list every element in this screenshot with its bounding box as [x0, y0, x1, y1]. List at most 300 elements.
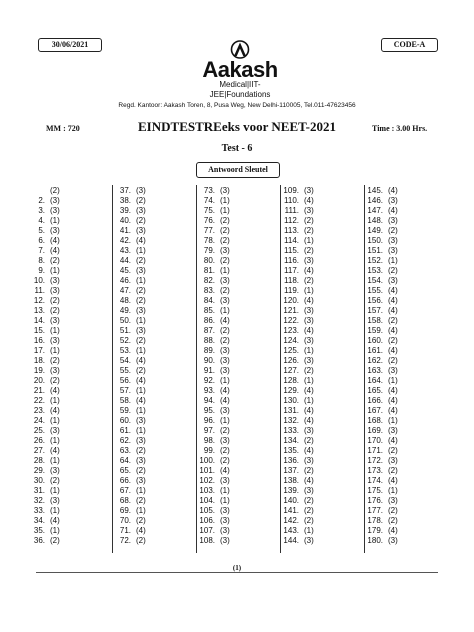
answer-row — [113, 346, 146, 356]
question-number: 39. — [119, 206, 131, 215]
question-number: 41. — [119, 226, 131, 235]
answer-row — [197, 516, 230, 526]
answer-row — [113, 326, 146, 336]
answer-option: (3) — [136, 306, 146, 315]
answer-option: (1) — [136, 316, 146, 325]
answer-option: (4) — [304, 326, 314, 335]
question-number: 71. — [119, 526, 131, 535]
answer-row — [30, 256, 60, 266]
answer-row — [365, 526, 398, 536]
question-number: 149. — [367, 226, 383, 235]
question-number: 180. — [367, 536, 383, 545]
answer-row — [30, 516, 60, 526]
question-number: 126. — [283, 356, 299, 365]
question-number: 178. — [367, 516, 383, 525]
answer-option: (2) — [136, 296, 146, 305]
answer-row — [197, 316, 230, 326]
question-number: 60. — [119, 416, 131, 425]
question-number: 67. — [119, 486, 131, 495]
answer-option: (4) — [136, 526, 146, 535]
answer-option: (1) — [220, 206, 230, 215]
answer-option: (4) — [50, 446, 60, 455]
question-number: 43. — [119, 246, 131, 255]
answer-option: (2) — [136, 196, 146, 205]
answer-row — [197, 456, 230, 466]
answer-row — [197, 296, 230, 306]
question-number: 169. — [367, 426, 383, 435]
question-number: 105. — [199, 506, 215, 515]
question-number: 48. — [119, 296, 131, 305]
answer-option: (3) — [304, 426, 314, 435]
answer-option: (1) — [50, 526, 60, 535]
answer-row — [197, 226, 230, 236]
answer-option: (2) — [50, 256, 60, 265]
answer-row — [281, 476, 314, 486]
answer-row — [281, 336, 314, 346]
answer-row — [365, 486, 398, 496]
answer-row — [281, 256, 314, 266]
footer-rule — [36, 572, 438, 573]
question-number: 157. — [367, 306, 383, 315]
answer-option: (4) — [304, 476, 314, 485]
answer-option: (4) — [50, 386, 60, 395]
answer-option: (2) — [136, 216, 146, 225]
question-number: 123. — [283, 326, 299, 335]
answer-option: (4) — [388, 396, 398, 405]
answer-option: (1) — [388, 486, 398, 495]
answer-option: (3) — [388, 236, 398, 245]
answer-row — [197, 206, 230, 216]
answer-option: (3) — [50, 226, 60, 235]
answer-row — [113, 536, 146, 546]
answer-row — [113, 216, 146, 226]
answer-row — [281, 456, 314, 466]
answer-row — [281, 396, 314, 406]
answer-row — [281, 226, 314, 236]
answer-option: (1) — [220, 376, 230, 385]
answer-option: (2) — [388, 336, 398, 345]
question-number: 16. — [33, 336, 45, 345]
question-number: 171. — [367, 446, 383, 455]
answer-row — [365, 396, 398, 406]
answer-row — [30, 466, 60, 476]
answer-option: (2) — [220, 236, 230, 245]
question-number: 94. — [203, 396, 215, 405]
answer-row — [365, 406, 398, 416]
answer-option: (2) — [388, 226, 398, 235]
question-number: 115. — [284, 246, 299, 255]
question-number: 129. — [283, 386, 299, 395]
answer-option: (2) — [136, 256, 146, 265]
question-number: 19. — [33, 366, 45, 375]
answer-row — [30, 196, 60, 206]
answer-row — [365, 306, 398, 316]
max-marks: MM : 720 — [46, 124, 80, 133]
answer-option: (1) — [136, 426, 146, 435]
question-number: 3. — [38, 206, 45, 215]
answer-option: (2) — [136, 286, 146, 295]
question-number: 95. — [203, 406, 215, 415]
answer-option: (3) — [50, 496, 60, 505]
answer-row — [365, 356, 398, 366]
question-number: 139. — [283, 486, 299, 495]
answer-row — [281, 296, 314, 306]
question-number: 172. — [367, 456, 383, 465]
answer-option: (3) — [304, 486, 314, 495]
answer-row — [281, 376, 314, 386]
question-number: 17. — [33, 346, 45, 355]
answer-option: (4) — [304, 416, 314, 425]
answer-row — [30, 296, 60, 306]
answer-option: (2) — [220, 456, 230, 465]
question-number: 61. — [119, 426, 131, 435]
answer-row — [30, 286, 60, 296]
question-number: 161. — [367, 346, 383, 355]
question-number: 91. — [203, 366, 215, 375]
answer-row — [30, 346, 60, 356]
answer-row — [281, 266, 314, 276]
question-number: 101. — [199, 466, 215, 475]
question-number: 109. — [283, 186, 299, 195]
answer-row — [197, 336, 230, 346]
question-number: 55. — [119, 366, 131, 375]
answer-option: (2) — [388, 446, 398, 455]
question-number: 66. — [119, 476, 131, 485]
answer-row — [113, 376, 146, 386]
answer-option: (3) — [220, 516, 230, 525]
answer-row — [281, 236, 314, 246]
answer-row — [113, 526, 146, 536]
brand-tagline: Medical|IIT-JEE|Foundations — [209, 80, 271, 99]
answer-option: (3) — [50, 466, 60, 475]
question-number: 57. — [119, 386, 131, 395]
question-number: 63. — [119, 446, 131, 455]
answer-column-1 — [30, 186, 60, 546]
answer-option: (1) — [304, 236, 314, 245]
answer-row — [30, 496, 60, 506]
answer-row — [281, 436, 314, 446]
answer-row — [365, 516, 398, 526]
question-number: 147. — [367, 206, 383, 215]
answer-row — [365, 236, 398, 246]
answer-option: (4) — [136, 376, 146, 385]
answer-row — [30, 316, 60, 326]
answer-option: (1) — [50, 266, 60, 275]
answer-row — [30, 306, 60, 316]
answer-row — [197, 406, 230, 416]
answer-row — [113, 446, 146, 456]
answer-option: (1) — [50, 486, 60, 495]
answer-row — [113, 186, 146, 196]
question-number: 96. — [203, 416, 215, 425]
answer-row — [365, 296, 398, 306]
question-number: 131. — [283, 406, 299, 415]
answer-row — [113, 266, 146, 276]
question-number: 145. — [367, 186, 383, 195]
answer-option: (1) — [388, 376, 398, 385]
question-number: 134. — [283, 436, 299, 445]
question-number: 100. — [199, 456, 215, 465]
answer-option: (3) — [304, 306, 314, 315]
answer-row — [197, 536, 230, 546]
answer-option: (2) — [304, 496, 314, 505]
answer-option: (4) — [388, 406, 398, 415]
question-number: 26. — [33, 436, 45, 445]
answer-row — [113, 196, 146, 206]
answer-option: (1) — [136, 276, 146, 285]
answer-row — [197, 486, 230, 496]
question-number: 24. — [33, 416, 45, 425]
answer-row — [197, 396, 230, 406]
answer-row — [30, 356, 60, 366]
answer-option: (3) — [388, 456, 398, 465]
answer-row — [197, 196, 230, 206]
question-number: 116. — [284, 256, 299, 265]
answer-row — [30, 436, 60, 446]
answer-row — [30, 236, 60, 246]
answer-row — [113, 416, 146, 426]
answer-option: (4) — [50, 406, 60, 415]
answer-option: (1) — [136, 506, 146, 515]
answer-row — [365, 276, 398, 286]
question-number: 33. — [33, 506, 45, 515]
answer-row — [197, 186, 230, 196]
answer-option: (2) — [220, 446, 230, 455]
answer-row — [281, 366, 314, 376]
answer-option: (3) — [388, 216, 398, 225]
answer-option: (2) — [220, 256, 230, 265]
question-number: 20. — [33, 376, 45, 385]
question-number: 64. — [119, 456, 131, 465]
answer-row — [197, 416, 230, 426]
answer-row — [281, 186, 314, 196]
answer-option: (3) — [304, 356, 314, 365]
question-number: 31. — [33, 486, 45, 495]
answer-column-4 — [281, 186, 314, 546]
page-number: (1) — [232, 564, 242, 572]
answer-row — [197, 376, 230, 386]
answer-option: (4) — [388, 436, 398, 445]
question-number: 177. — [367, 506, 383, 515]
answer-row — [30, 246, 60, 256]
answer-option: (1) — [304, 376, 314, 385]
answer-row — [30, 186, 60, 196]
answer-option: (1) — [50, 396, 60, 405]
answer-option: (4) — [50, 516, 60, 525]
answer-option: (1) — [388, 256, 398, 265]
question-number: 80. — [203, 256, 215, 265]
exam-title: EINDTESTREeks voor NEET-2021 — [138, 119, 336, 134]
question-number: 84. — [203, 296, 215, 305]
answer-row — [281, 466, 314, 476]
answer-row — [281, 416, 314, 426]
answer-row — [365, 416, 398, 426]
answer-option: (4) — [50, 236, 60, 245]
answer-option: (2) — [388, 356, 398, 365]
answer-row — [30, 376, 60, 386]
answer-column-5 — [365, 186, 398, 546]
answer-row — [365, 456, 398, 466]
question-number: 103. — [199, 486, 215, 495]
answer-option: (1) — [304, 346, 314, 355]
answer-option: (2) — [136, 536, 146, 545]
question-number: 143. — [283, 526, 299, 535]
answer-row — [281, 536, 314, 546]
answer-option: (2) — [388, 466, 398, 475]
answer-row — [365, 326, 398, 336]
question-number: 151. — [367, 246, 383, 255]
question-number: 152. — [367, 256, 383, 265]
answer-option: (1) — [50, 346, 60, 355]
question-number: 83. — [203, 286, 215, 295]
answer-option: (1) — [50, 416, 60, 425]
question-number: 158. — [367, 316, 383, 325]
answer-row — [281, 206, 314, 216]
answer-option: (2) — [304, 436, 314, 445]
answer-option: (4) — [388, 286, 398, 295]
answer-option: (1) — [220, 496, 230, 505]
answer-row — [281, 496, 314, 506]
answer-row — [197, 366, 230, 376]
answer-option: (3) — [136, 476, 146, 485]
question-number: 54. — [119, 356, 131, 365]
answer-option: (3) — [220, 346, 230, 355]
question-number: 51. — [119, 326, 131, 335]
question-number: 138. — [283, 476, 299, 485]
answer-row — [281, 526, 314, 536]
answer-option: (4) — [304, 406, 314, 415]
answer-row — [197, 526, 230, 536]
answer-option: (4) — [220, 316, 230, 325]
answer-option: (3) — [136, 436, 146, 445]
answer-row — [197, 386, 230, 396]
answer-option: (3) — [304, 456, 314, 465]
answer-row — [30, 216, 60, 226]
question-number: 110. — [284, 196, 299, 205]
answer-option: (3) — [220, 476, 230, 485]
answer-row — [113, 206, 146, 216]
question-number: 5. — [38, 226, 45, 235]
answer-option: (1) — [50, 456, 60, 465]
answer-row — [113, 356, 146, 366]
answer-row — [281, 386, 314, 396]
question-number: 56. — [119, 376, 131, 385]
answer-row — [30, 476, 60, 486]
question-number: 136. — [283, 456, 299, 465]
question-number: 74. — [203, 196, 215, 205]
question-number: 37. — [119, 186, 131, 195]
question-number: 121. — [283, 306, 299, 315]
answer-row — [30, 526, 60, 536]
answer-row — [281, 486, 314, 496]
question-number: 11. — [34, 286, 45, 295]
answer-row — [30, 326, 60, 336]
answer-option: (2) — [136, 516, 146, 525]
answer-row — [365, 336, 398, 346]
answer-option: (3) — [220, 436, 230, 445]
answer-option: (3) — [220, 276, 230, 285]
answer-option: (1) — [220, 306, 230, 315]
answer-option: (2) — [50, 186, 60, 195]
answer-option: (2) — [220, 336, 230, 345]
question-number: 42. — [119, 236, 131, 245]
question-number: 107. — [199, 526, 215, 535]
question-number: 154. — [367, 276, 383, 285]
answer-option: (1) — [50, 326, 60, 335]
answer-option: (4) — [304, 296, 314, 305]
question-number: 49. — [119, 306, 131, 315]
question-number: 32. — [33, 496, 45, 505]
brand-name: Aakash — [202, 57, 278, 82]
answer-row — [113, 506, 146, 516]
answer-option: (3) — [220, 246, 230, 255]
answer-option: (1) — [304, 396, 314, 405]
answer-row — [30, 486, 60, 496]
question-number: 50. — [119, 316, 131, 325]
answer-option: (1) — [50, 216, 60, 225]
answer-row — [365, 186, 398, 196]
question-number: 45. — [119, 266, 131, 275]
answer-option: (3) — [136, 326, 146, 335]
answer-row — [365, 246, 398, 256]
answer-row — [30, 416, 60, 426]
question-number: 117. — [284, 266, 299, 275]
question-number: 88. — [203, 336, 215, 345]
question-number: 87. — [203, 326, 215, 335]
question-number: 146. — [367, 196, 383, 205]
answer-row — [113, 476, 146, 486]
answer-option: (3) — [50, 286, 60, 295]
answer-row — [30, 226, 60, 236]
question-number: 25. — [33, 426, 45, 435]
answer-row — [365, 316, 398, 326]
answer-row — [30, 506, 60, 516]
answer-row — [365, 226, 398, 236]
answer-option: (3) — [304, 186, 314, 195]
answer-row — [365, 256, 398, 266]
answer-option: (1) — [220, 266, 230, 275]
answer-row — [197, 306, 230, 316]
answer-row — [281, 356, 314, 366]
question-number: 15. — [33, 326, 45, 335]
answer-option: (2) — [304, 516, 314, 525]
question-number: 2. — [38, 196, 45, 205]
answer-option: (3) — [220, 366, 230, 375]
code-box: CODE-A — [381, 38, 438, 52]
question-number: 92. — [203, 376, 215, 385]
question-number: 72. — [119, 536, 131, 545]
answer-row — [365, 366, 398, 376]
answer-row — [113, 516, 146, 526]
answer-row — [281, 506, 314, 516]
question-number: 97. — [203, 426, 215, 435]
answer-row — [197, 266, 230, 276]
question-number: 104. — [199, 496, 215, 505]
question-number: 76. — [203, 216, 215, 225]
question-number: 174. — [367, 476, 383, 485]
answer-row — [30, 456, 60, 466]
question-number: 133. — [283, 426, 299, 435]
answer-option: (3) — [136, 456, 146, 465]
answer-option: (4) — [388, 296, 398, 305]
question-number: 52. — [119, 336, 131, 345]
answer-row — [30, 276, 60, 286]
answer-option: (3) — [304, 316, 314, 325]
answer-option: (2) — [304, 246, 314, 255]
question-number: 90. — [203, 356, 215, 365]
answer-row — [281, 196, 314, 206]
question-number: 176. — [367, 496, 383, 505]
